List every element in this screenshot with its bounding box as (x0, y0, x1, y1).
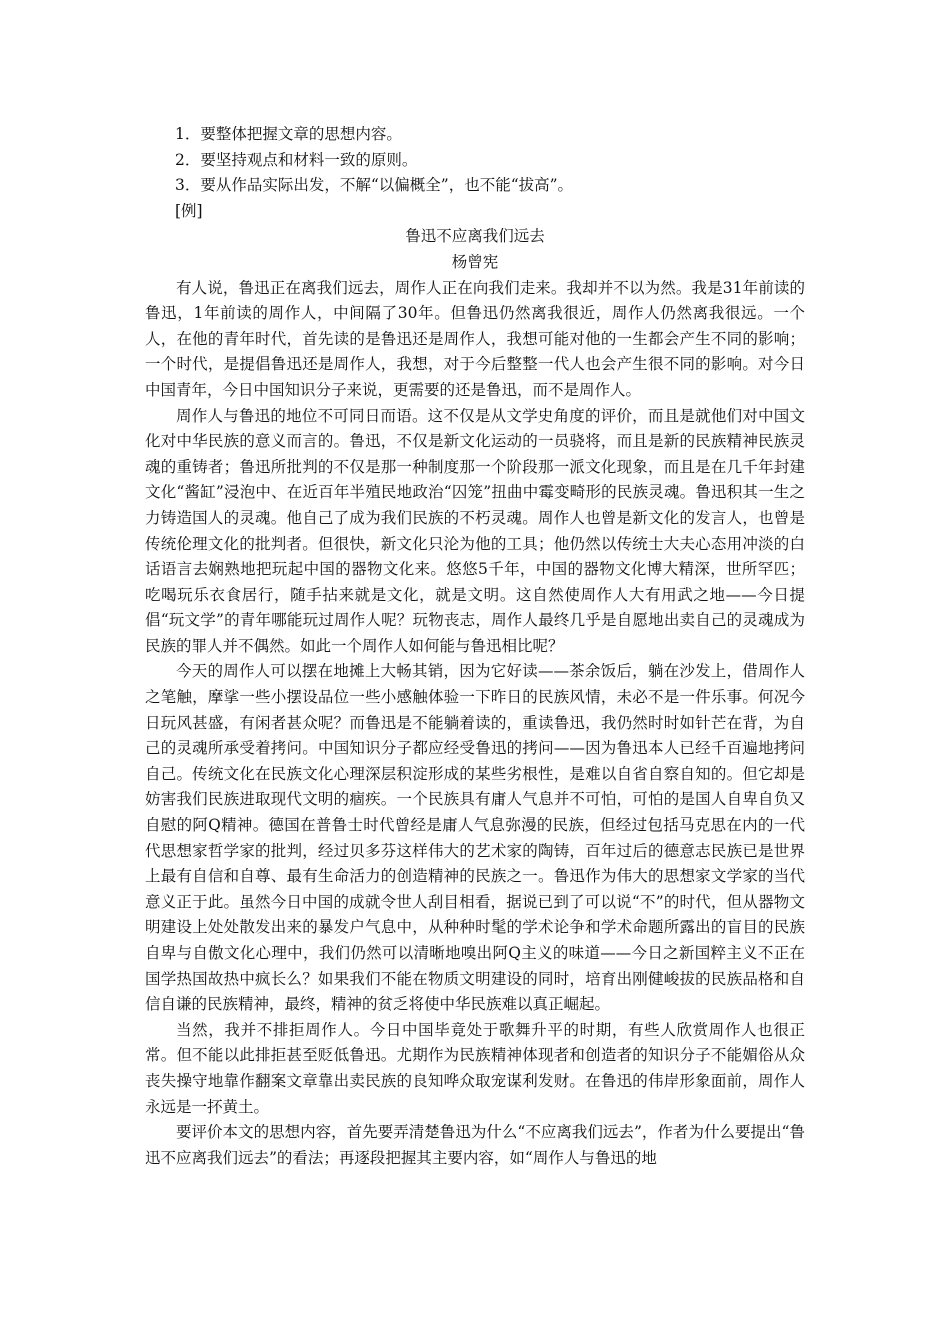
guideline-3: 3．要从作品实际出发，不解“以偏概全”，也不能“拔高”。 (175, 176, 574, 195)
essay-paragraph-4: 当然，我并不排拒周作人。今日中国毕竟处于歌舞升平的时期，有些人欣赏周作人也很正常。但不能以此排拒甚至贬低鲁迅。尤期作为民族精神体现者和创造者的知识分子不能媚俗从众丧失操守地靠作翻案文章靠出卖民族的良知哗众取宠谋利发财。在鲁迅的伟岸形象面前，周作人永远是一抔黄土。 (145, 1020, 805, 1116)
essay-paragraph-2: 周作人与鲁迅的地位不可同日而语。这不仅是从文学史角度的评价，而且是就他们对中国文化对中华民族的意义而言的。鲁迅，不仅是新文化运动的一员骁将，而且是新的民族精神民族灵魂的重铸者；鲁迅所批判的不仅是那一种制度那一个阶段那一派文化现象，而且是在几千年封建文化“酱缸”浸泡中、在近百年半殖民地政治“囚笼”扭曲中霉变畸形的民族灵魂。鲁迅积其一生之力铸造国人的灵魂。他自己了成为我们民族的不朽灵魂。周作人也曾是新文化的发言人，也曾是传统伦理文化的批判者。但很快，新文化只沦为他的工具；他仍然以传统士大夫心态用冲淡的白话语言去娴熟地把玩起中国的器物文化来。悠悠5千年，中国的器物文化博大精深，世所罕匹；吃喝玩乐衣食居行，随手拈来就是文化，就是文明。这自然使周作人大有用武之地——今日提倡“玩文学”的青年哪能玩过周作人呢？玩物丧志，周作人最终几乎是自愿地出卖自己的灵魂成为民族的罪人并不偶然。如此一个周作人如何能与鲁迅相比呢？ (145, 406, 805, 655)
guideline-2: 2．要坚持观点和材料一致的原则。 (175, 150, 418, 169)
analysis-paragraph: 要评价本文的思想内容，首先要弄清楚鲁迅为什么“不应离我们远去”，作者为什么要提出“鲁迅不应离我们远去”的看法；再逐段把握其主要内容，如“周作人与鲁迅的地 (145, 1123, 805, 1167)
guideline-1: 1．要整体把握文章的思想内容。 (175, 125, 402, 143)
document-page (145, 122, 805, 1171)
essay-paragraph-3: 今天的周作人可以摆在地摊上大畅其销，因为它好读——茶余饭后，躺在沙发上，借周作人之笔触，摩挲一些小摆设品位一些小感触体验一下昨日的民族风情，未必不是一件乐事。何况今日玩风甚盛，有闲者甚众呢？而鲁迅是不能躺着读的，重读鲁迅，我仍然时时如针芒在背，为自己的灵魂所承受着拷问。中国知识分子都应经受鲁迅的拷问——因为鲁迅本人已经千百遍地拷问自己。传统文化在民族文化心理深层积淀形成的某些劣根性，是难以自省自察自知的。但它却是妨害我们民族进取现代文明的痼疾。一个民族具有庸人气息并不可怕，可怕的是国人自卑自负又自慰的阿Q精神。德国在普鲁士时代曾经是庸人气息弥漫的民族，但经过包括马克思在内的一代代思想家哲学家的批判，经过贝多芬这样伟大的艺术家的陶铸，百年过后的德意志民族已是世界上最有自信和自尊、最有生命活力的创造精神的民族之一。鲁迅作为伟大的思想家文学家的当代意义正于此。虽然今日中国的成就令世人刮目相看，据说已到了可以说“不”的时代，但从器物文明建设上处处散发出来的暴发户气息中，从种种时髦的学术论争和学术命题所露出的盲目的民族自卑与自傲文化心理中，我们仍然可以清晰地嗅出阿Q主义的味道——今日之新国粹主义不正在国学热国故热中疯长么？如果我们不能在物质文明建设的同时，培育出刚健峻拔的民族品格和自信自谦的民族精神，最终，精神的贫乏将使中华民族难以真正崛起。 (145, 662, 805, 1014)
example-label: [例] (175, 201, 203, 220)
essay-author: 杨曾宪 (451, 252, 499, 271)
essay-paragraph-1: 有人说，鲁迅正在离我们远去，周作人正在向我们走来。我却并不以为然。我是31年前读的鲁迅，1年前读的周作人，中间隔了30年。但鲁迅仍然离我很近，周作人仍然离我很远。一个人，在他的青年时代，首先读的是鲁迅还是周作人，我想可能对他的一生都会产生不同的影响；一个时代，是提倡鲁迅还是周作人，我想，对于今后整整一代人也会产生很不同的影响。对今日中国青年，今日中国知识分子来说，更需要的还是鲁迅，而不是周作人。 (145, 278, 805, 399)
essay-title: 鲁迅不应离我们远去 (405, 227, 545, 246)
